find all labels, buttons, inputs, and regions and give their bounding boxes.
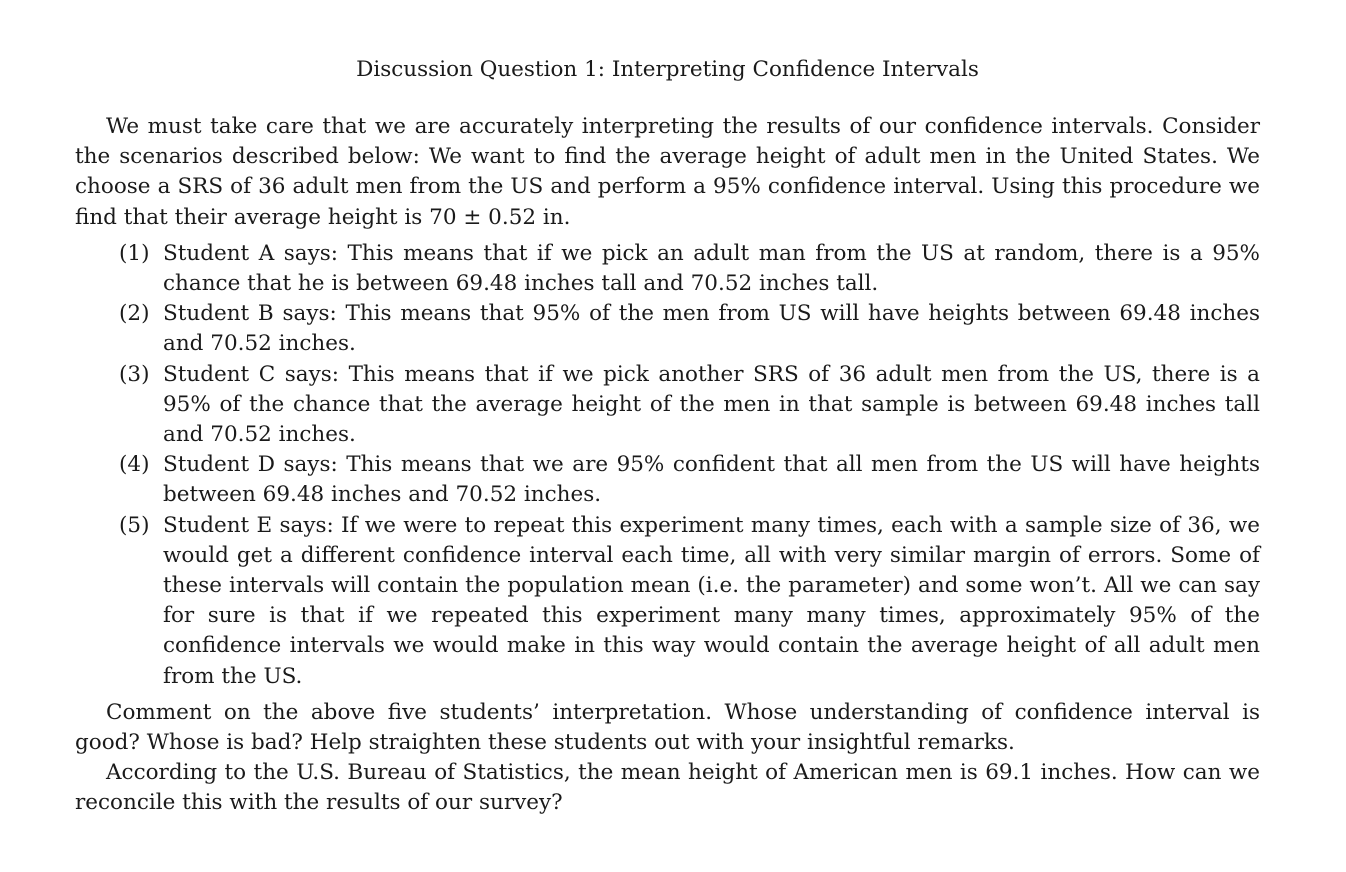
document-page xyxy=(75,52,1260,819)
list-item-text: Student B says: This means that 95% of the men from US will have heights between 69.48 inches and 70.52 inches. xyxy=(163,301,1260,357)
list-item-text: Student E says: If we were to repeat this experiment many times, each with a sample size of 36, we would get a different confidence interval each time, all with very similar margin of errors. Some of these intervals will contain the population mean (i.e. the parameter) and some won’t. All we can say for sure is that if we repeated this experiment many many times, approximately 95% of the confidence intervals we would make in this way would contain the average height of all adult men from the US. xyxy=(163,512,1260,689)
list-item-number: (2) xyxy=(119,301,150,327)
list-item-number: (3) xyxy=(119,361,150,387)
list-item-number: (4) xyxy=(119,452,150,478)
list-item-student-b xyxy=(75,299,1260,359)
list-item-student-d xyxy=(75,450,1260,510)
intro-paragraph: We must take care that we are accurately interpreting the results of our confidence intervals. Consider the scenarios described below: We want to find the average height of adult men in the United States. We choose a SRS of 36 adult men from the US and perform a 95% confidence interval. Using this procedure we find that their average height is 70 ± 0.52 in. xyxy=(75,114,1260,230)
list-item-number: (5) xyxy=(119,512,150,538)
list-item-student-a xyxy=(75,239,1260,299)
student-statements-list xyxy=(75,239,1260,692)
list-item-student-c xyxy=(75,360,1260,451)
comment-paragraph: Comment on the above five students’ interpretation. Whose understanding of confidence interval is good? Whose is bad? Help straighten these students out with your insightful remarks. xyxy=(75,699,1260,756)
list-item-student-e xyxy=(75,511,1260,692)
list-item-number: (1) xyxy=(119,240,150,266)
followup-paragraph: According to the U.S. Bureau of Statistics, the mean height of American men is 69.1 inches. How can we reconcile this with the results of our survey? xyxy=(75,760,1260,816)
list-item-text: Student D says: This means that we are 95% confident that all men from the US will have heights between 69.48 inches and 70.52 inches. xyxy=(163,452,1260,508)
list-item-text: Student C says: This means that if we pick another SRS of 36 adult men from the US, there is a 95% of the chance that the average height of the men in that sample is between 69.48 inches tall and 70.52 inches. xyxy=(163,361,1260,448)
page-title: Discussion Question 1: Interpreting Confidence Intervals xyxy=(356,57,979,82)
list-item-text: Student A says: This means that if we pick an adult man from the US at random, there is a 95% chance that he is between 69.48 inches tall and 70.52 inches tall. xyxy=(163,240,1260,297)
